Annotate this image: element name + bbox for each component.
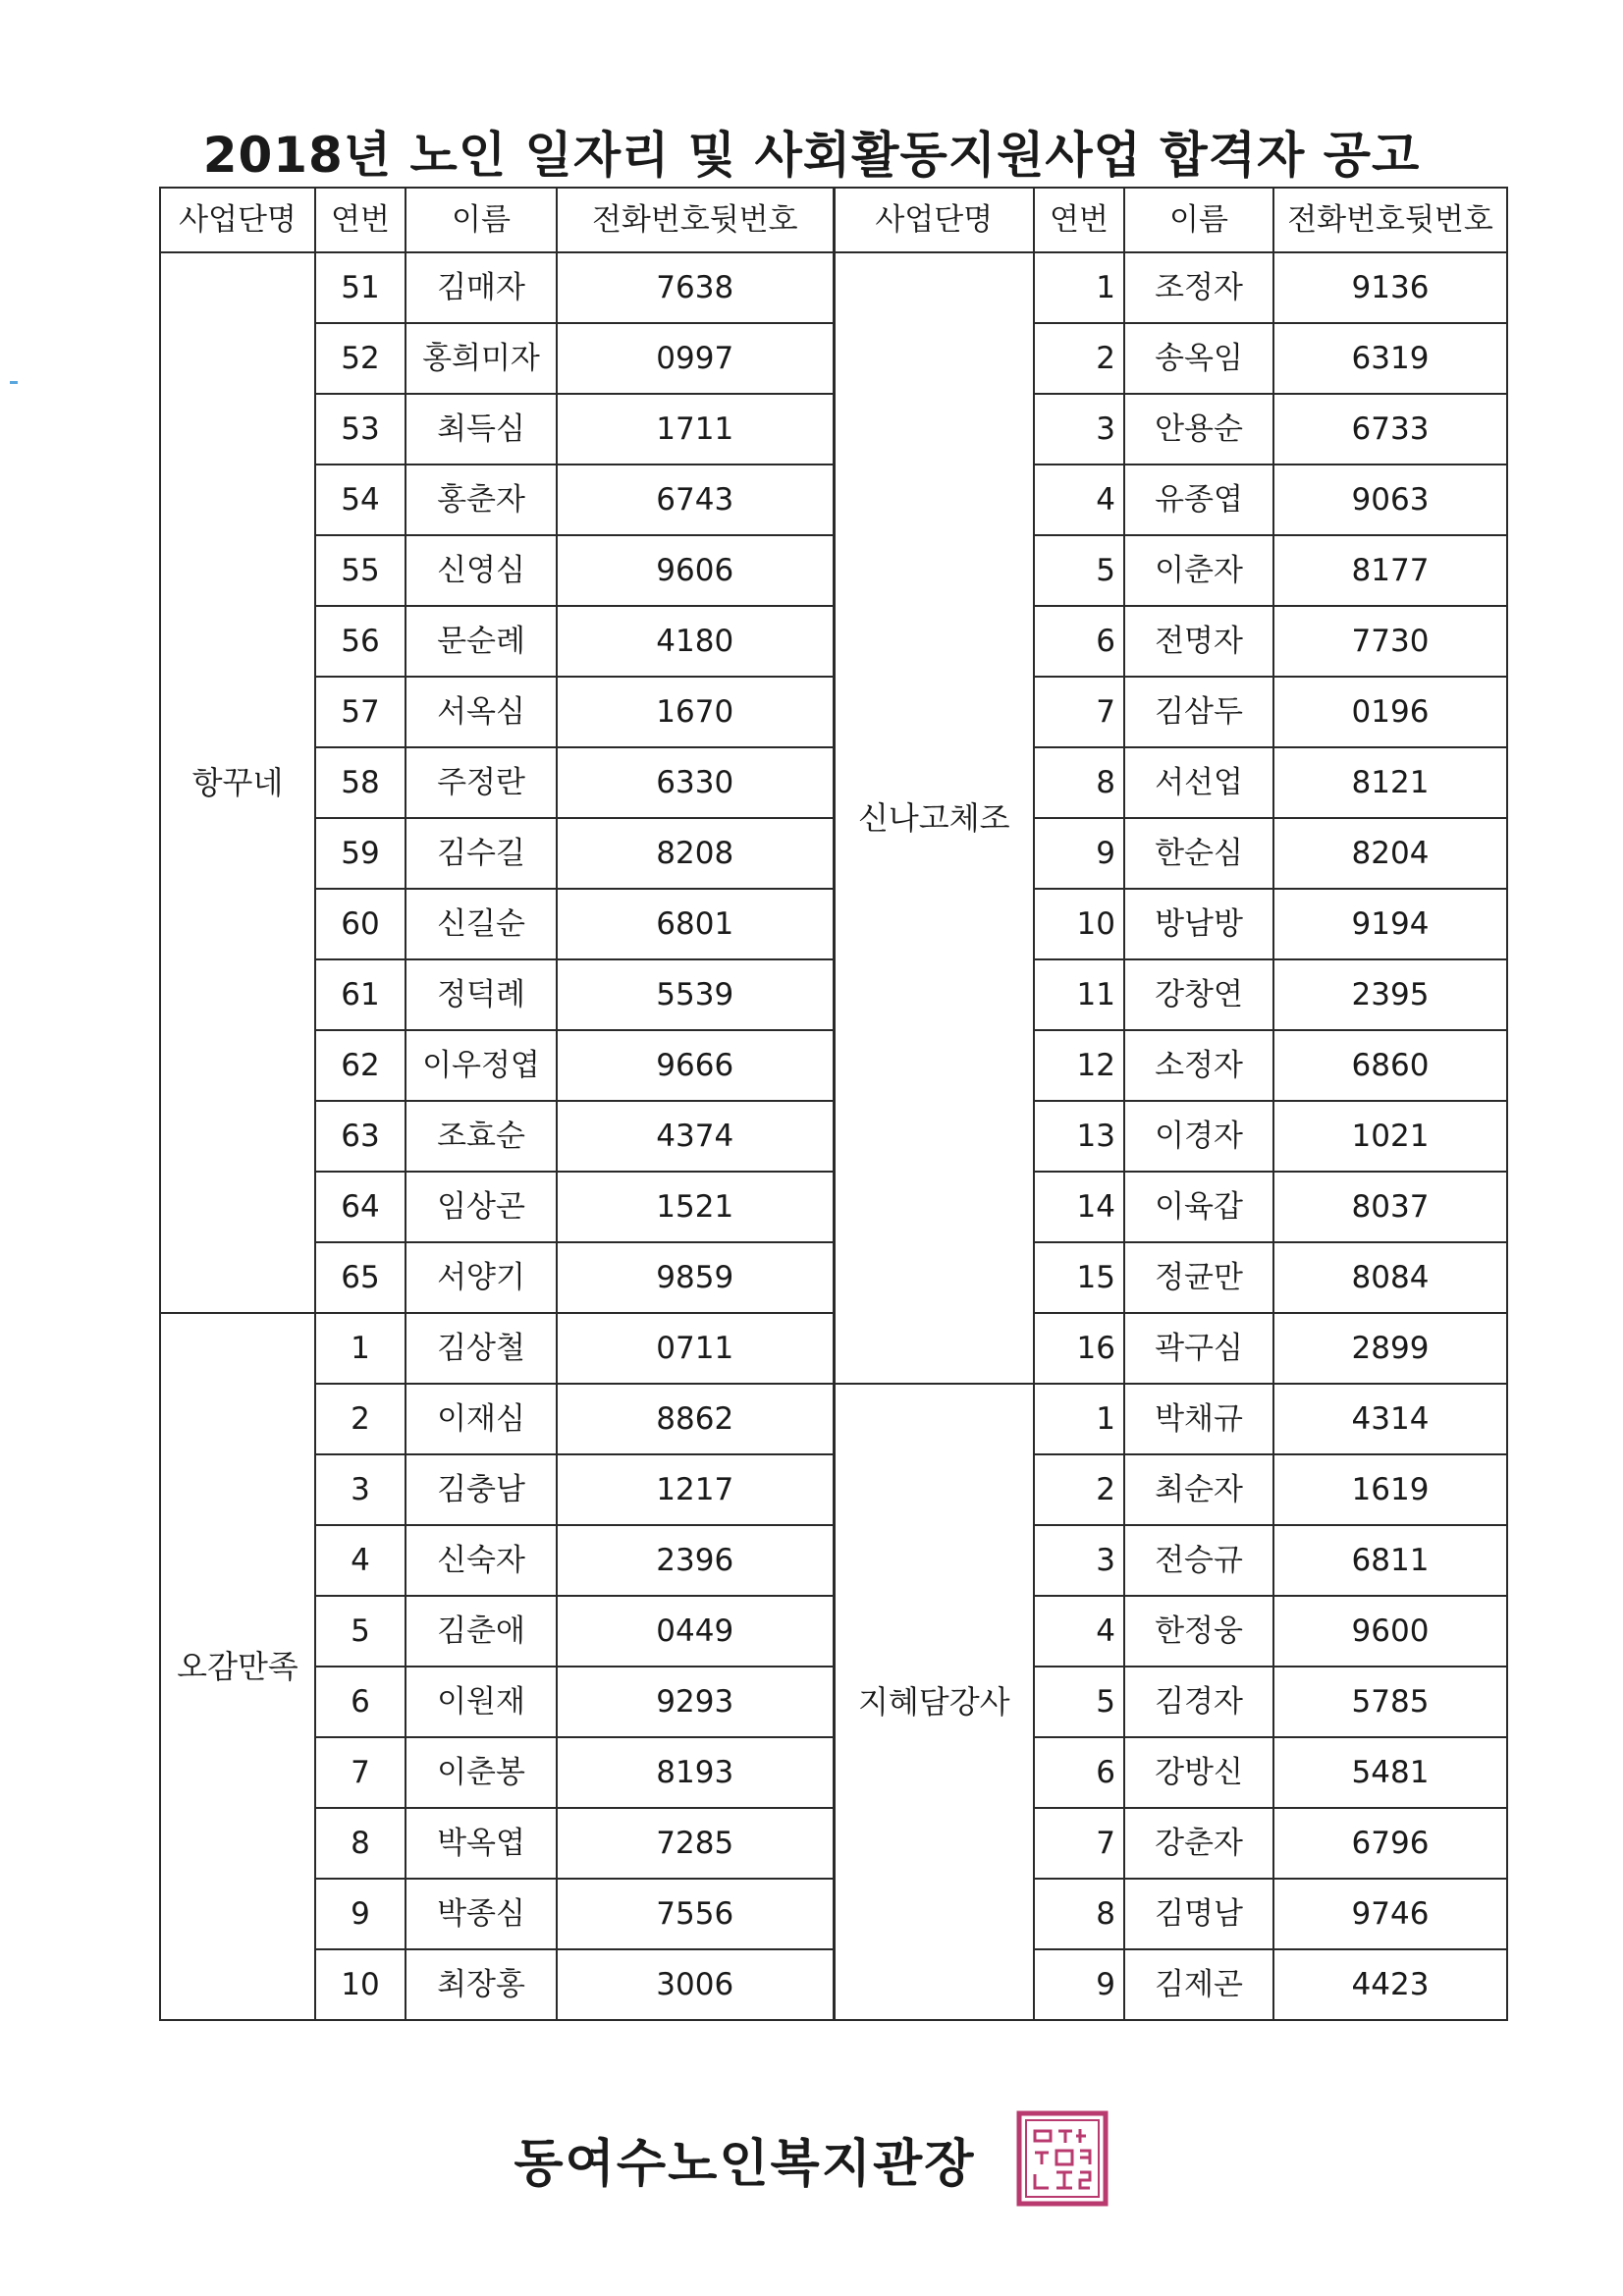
seq-cell: 15	[1034, 1242, 1124, 1313]
phone-cell: 4180	[557, 606, 834, 677]
scan-artifact	[10, 381, 18, 384]
group-name-cell: 항꾸네	[160, 252, 315, 1313]
phone-cell: 5539	[557, 959, 834, 1030]
seq-cell: 9	[315, 1879, 406, 1949]
name-cell: 전승규	[1124, 1525, 1273, 1596]
name-cell: 안용순	[1124, 394, 1273, 465]
header-group: 사업단명	[834, 188, 1034, 252]
name-cell: 강춘자	[1124, 1808, 1273, 1879]
phone-cell: 1217	[557, 1454, 834, 1525]
phone-cell: 0711	[557, 1313, 834, 1384]
header-phone: 전화번호뒷번호	[1273, 188, 1507, 252]
seq-cell: 5	[1034, 535, 1124, 606]
name-cell: 김명남	[1124, 1879, 1273, 1949]
name-cell: 이우정엽	[406, 1030, 557, 1101]
phone-cell: 8862	[557, 1384, 834, 1454]
name-cell: 방남방	[1124, 889, 1273, 959]
phone-cell: 6743	[557, 465, 834, 535]
seq-cell: 60	[315, 889, 406, 959]
seq-cell: 53	[315, 394, 406, 465]
name-cell: 임상곤	[406, 1172, 557, 1242]
name-cell: 한순심	[1124, 818, 1273, 889]
name-cell: 신숙자	[406, 1525, 557, 1596]
phone-cell: 2899	[1273, 1313, 1507, 1384]
name-cell: 주정란	[406, 747, 557, 818]
name-cell: 한정웅	[1124, 1596, 1273, 1667]
name-cell: 김경자	[1124, 1667, 1273, 1737]
seq-cell: 8	[315, 1808, 406, 1879]
name-cell: 문순례	[406, 606, 557, 677]
seq-cell: 3	[1034, 394, 1124, 465]
name-cell: 이춘자	[1124, 535, 1273, 606]
seq-cell: 10	[1034, 889, 1124, 959]
seq-cell: 58	[315, 747, 406, 818]
name-cell: 송옥임	[1124, 323, 1273, 394]
phone-cell: 9606	[557, 535, 834, 606]
phone-cell: 5481	[1273, 1737, 1507, 1808]
phone-cell: 9063	[1273, 465, 1507, 535]
seq-cell: 6	[1034, 1737, 1124, 1808]
header-name: 이름	[1124, 188, 1273, 252]
name-cell: 김충남	[406, 1454, 557, 1525]
roster-body	[160, 252, 1507, 2020]
phone-cell: 6796	[1273, 1808, 1507, 1879]
seq-cell: 12	[1034, 1030, 1124, 1101]
phone-cell: 6811	[1273, 1525, 1507, 1596]
page-title: 2018년 노인 일자리 및 사회활동지원사업 합격자 공고	[202, 127, 1421, 184]
phone-cell: 9293	[557, 1667, 834, 1737]
group-name-cell: 신나고체조	[834, 252, 1034, 1384]
group-name-cell: 지혜담강사	[834, 1384, 1034, 2020]
official-seal-icon	[1015, 2109, 1109, 2208]
name-cell: 조정자	[1124, 252, 1273, 323]
seq-cell: 1	[315, 1313, 406, 1384]
seq-cell: 3	[315, 1454, 406, 1525]
name-cell: 조효순	[406, 1101, 557, 1172]
phone-cell: 0997	[557, 323, 834, 394]
seq-cell: 4	[1034, 1596, 1124, 1667]
seq-cell: 8	[1034, 1879, 1124, 1949]
name-cell: 서옥심	[406, 677, 557, 747]
phone-cell: 6330	[557, 747, 834, 818]
seq-cell: 7	[1034, 677, 1124, 747]
seq-cell: 13	[1034, 1101, 1124, 1172]
seq-cell: 5	[315, 1596, 406, 1667]
name-cell: 박종심	[406, 1879, 557, 1949]
header-seq: 연번	[315, 188, 406, 252]
header-group: 사업단명	[160, 188, 315, 252]
phone-cell: 7556	[557, 1879, 834, 1949]
group-name-cell: 오감만족	[160, 1313, 315, 2020]
name-cell: 김제곤	[1124, 1949, 1273, 2020]
name-cell: 박채규	[1124, 1384, 1273, 1454]
phone-cell: 9194	[1273, 889, 1507, 959]
phone-cell: 3006	[557, 1949, 834, 2020]
phone-cell: 8037	[1273, 1172, 1507, 1242]
seq-cell: 14	[1034, 1172, 1124, 1242]
phone-cell: 7285	[557, 1808, 834, 1879]
name-cell: 신영심	[406, 535, 557, 606]
seq-cell: 5	[1034, 1667, 1124, 1737]
phone-cell: 4423	[1273, 1949, 1507, 2020]
seq-cell: 61	[315, 959, 406, 1030]
phone-cell: 8204	[1273, 818, 1507, 889]
name-cell: 홍춘자	[406, 465, 557, 535]
seq-cell: 7	[315, 1737, 406, 1808]
seq-cell: 9	[1034, 1949, 1124, 2020]
name-cell: 유종엽	[1124, 465, 1273, 535]
seq-cell: 57	[315, 677, 406, 747]
phone-cell: 5785	[1273, 1667, 1507, 1737]
name-cell: 최순자	[1124, 1454, 1273, 1525]
seq-cell: 2	[315, 1384, 406, 1454]
phone-cell: 1521	[557, 1172, 834, 1242]
phone-cell: 8177	[1273, 535, 1507, 606]
name-cell: 곽구심	[1124, 1313, 1273, 1384]
name-cell: 이경자	[1124, 1101, 1273, 1172]
seq-cell: 3	[1034, 1525, 1124, 1596]
name-cell: 최장홍	[406, 1949, 557, 2020]
name-cell: 김삼두	[1124, 677, 1273, 747]
phone-cell: 1021	[1273, 1101, 1507, 1172]
phone-cell: 1670	[557, 677, 834, 747]
phone-cell: 6860	[1273, 1030, 1507, 1101]
organization-name: 동여수노인복지관장	[514, 2134, 976, 2194]
seq-cell: 52	[315, 323, 406, 394]
name-cell: 김상철	[406, 1313, 557, 1384]
seq-cell: 16	[1034, 1313, 1124, 1384]
seq-cell: 1	[1034, 252, 1124, 323]
seq-cell: 10	[315, 1949, 406, 2020]
phone-cell: 2396	[557, 1525, 834, 1596]
phone-cell: 8208	[557, 818, 834, 889]
name-cell: 홍희미자	[406, 323, 557, 394]
phone-cell: 4314	[1273, 1384, 1507, 1454]
phone-cell: 9859	[557, 1242, 834, 1313]
seq-cell: 2	[1034, 1454, 1124, 1525]
seq-cell: 56	[315, 606, 406, 677]
seq-cell: 51	[315, 252, 406, 323]
phone-cell: 7730	[1273, 606, 1507, 677]
seq-cell: 8	[1034, 747, 1124, 818]
name-cell: 최득심	[406, 394, 557, 465]
name-cell: 김매자	[406, 252, 557, 323]
seq-cell: 6	[315, 1667, 406, 1737]
seq-cell: 2	[1034, 323, 1124, 394]
phone-cell: 6801	[557, 889, 834, 959]
name-cell: 서양기	[406, 1242, 557, 1313]
phone-cell: 8193	[557, 1737, 834, 1808]
name-cell: 강창연	[1124, 959, 1273, 1030]
phone-cell: 9746	[1273, 1879, 1507, 1949]
seq-cell: 59	[315, 818, 406, 889]
seq-cell: 62	[315, 1030, 406, 1101]
seq-cell: 64	[315, 1172, 406, 1242]
name-cell: 이원재	[406, 1667, 557, 1737]
name-cell: 정덕례	[406, 959, 557, 1030]
phone-cell: 2395	[1273, 959, 1507, 1030]
phone-cell: 8084	[1273, 1242, 1507, 1313]
name-cell: 강방신	[1124, 1737, 1273, 1808]
seq-cell: 55	[315, 535, 406, 606]
seq-cell: 4	[315, 1525, 406, 1596]
name-cell: 박옥엽	[406, 1808, 557, 1879]
table-row	[160, 1384, 1507, 1454]
phone-cell: 1619	[1273, 1454, 1507, 1525]
phone-cell: 6319	[1273, 323, 1507, 394]
header-name: 이름	[406, 188, 557, 252]
header-phone: 전화번호뒷번호	[557, 188, 834, 252]
seq-cell: 65	[315, 1242, 406, 1313]
seq-cell: 63	[315, 1101, 406, 1172]
footer	[0, 2109, 1623, 2208]
phone-cell: 9666	[557, 1030, 834, 1101]
name-cell: 정균만	[1124, 1242, 1273, 1313]
phone-cell: 1711	[557, 394, 834, 465]
name-cell: 김수길	[406, 818, 557, 889]
roster-table	[159, 187, 1508, 2021]
header-row	[160, 188, 1507, 252]
phone-cell: 4374	[557, 1101, 834, 1172]
phone-cell: 0449	[557, 1596, 834, 1667]
seq-cell: 11	[1034, 959, 1124, 1030]
seq-cell: 6	[1034, 606, 1124, 677]
name-cell: 이육갑	[1124, 1172, 1273, 1242]
seq-cell: 9	[1034, 818, 1124, 889]
name-cell: 소정자	[1124, 1030, 1273, 1101]
table-row	[160, 252, 1507, 323]
name-cell: 이춘봉	[406, 1737, 557, 1808]
name-cell: 이재심	[406, 1384, 557, 1454]
seq-cell: 1	[1034, 1384, 1124, 1454]
seq-cell: 4	[1034, 465, 1124, 535]
name-cell: 신길순	[406, 889, 557, 959]
header-seq: 연번	[1034, 188, 1124, 252]
phone-cell: 6733	[1273, 394, 1507, 465]
name-cell: 김춘애	[406, 1596, 557, 1667]
phone-cell: 9136	[1273, 252, 1507, 323]
phone-cell: 0196	[1273, 677, 1507, 747]
seq-cell: 54	[315, 465, 406, 535]
phone-cell: 9600	[1273, 1596, 1507, 1667]
name-cell: 서선업	[1124, 747, 1273, 818]
seq-cell: 7	[1034, 1808, 1124, 1879]
phone-cell: 7638	[557, 252, 834, 323]
name-cell: 전명자	[1124, 606, 1273, 677]
phone-cell: 8121	[1273, 747, 1507, 818]
